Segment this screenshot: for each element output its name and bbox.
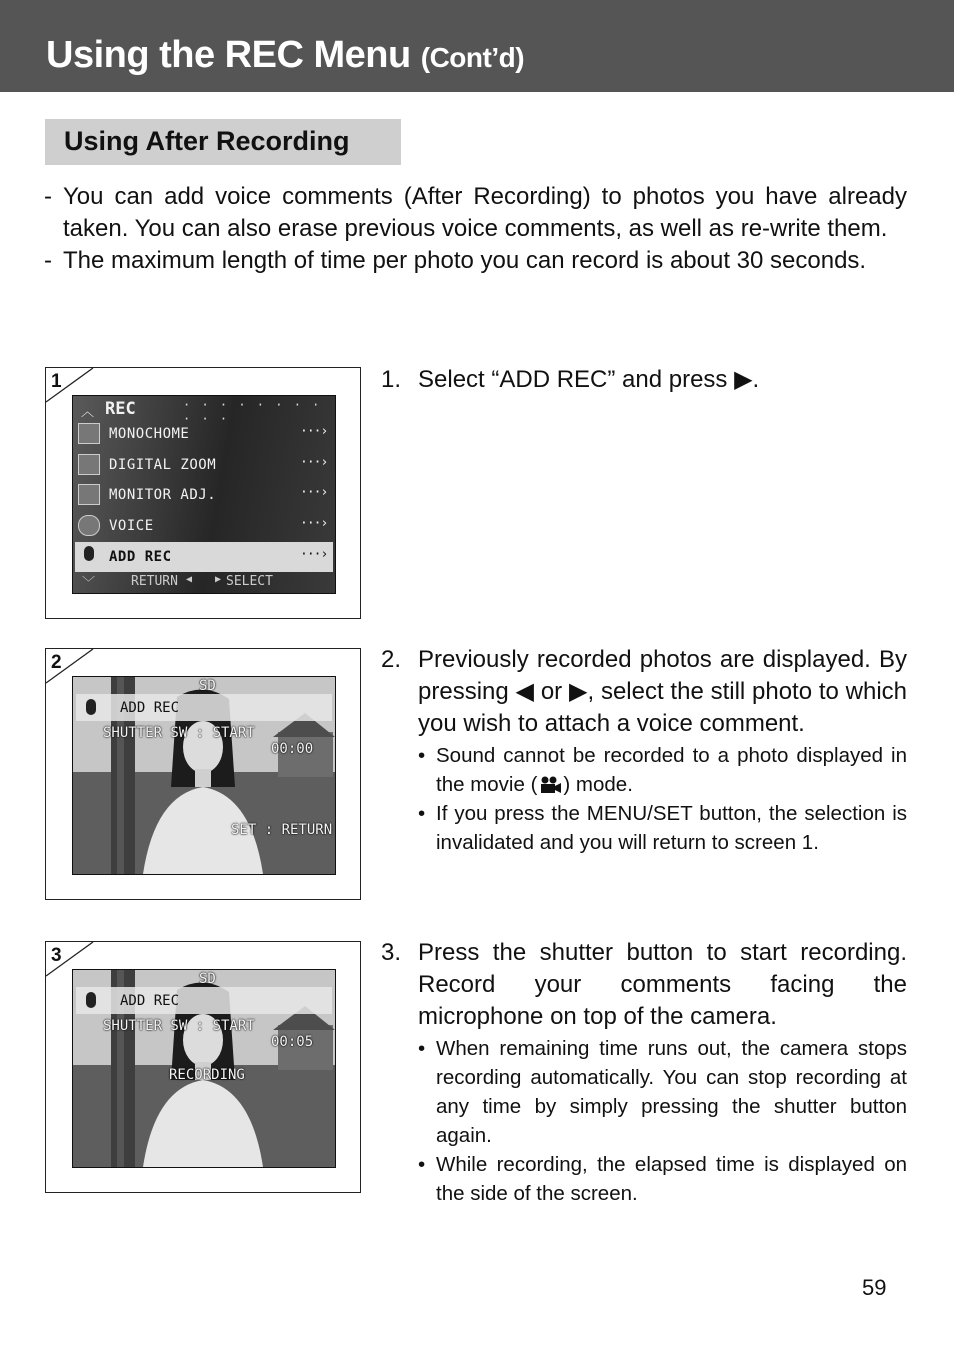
step-1 [381, 364, 907, 396]
chevron-right-icon: ···› [300, 485, 328, 500]
screen-number: 2 [51, 652, 62, 673]
page-header [0, 0, 954, 92]
mode-label: ADD REC [120, 993, 180, 1009]
intro-dash: - [44, 183, 52, 210]
step-number: 3. [381, 939, 402, 966]
bullet-text: Sound cannot be recorded to a photo displayed in the movie ( [436, 744, 907, 796]
sd-card-indicator: SD [199, 678, 216, 694]
menu-item-monochrome [75, 419, 333, 449]
screen-frame-3 [45, 941, 361, 1193]
page-title-main: Using the REC Menu [46, 34, 411, 76]
step-bullets [381, 1034, 907, 1208]
step-text: Select “ADD REC” and press ▶. [418, 366, 760, 393]
chevron-right-icon: ···› [300, 455, 328, 470]
intro-dash: - [44, 247, 52, 274]
bullet-text: While recording, the elapsed time is displayed on the side of the screen. [436, 1153, 907, 1205]
intro-item-text: You can add voice comments (After Recording) to photos you have already taken. You can also erase previous voice comments, as well as re-write them. [63, 183, 907, 242]
bullet-text: ) mode. [563, 773, 633, 796]
voice-icon [78, 515, 100, 536]
menu-item-digital-zoom [75, 450, 333, 480]
mode-bar [76, 987, 332, 1014]
camera-lcd-recording [72, 969, 336, 1168]
menu-dots-decoration: · · · · · · · · · · · [183, 398, 322, 426]
zoom-icon [78, 454, 100, 475]
step-text: Previously recorded photos are displayed. By pressing ◀ or ▶, select the still photo to which you wish to attach a voice comment. [418, 646, 907, 737]
step-line [381, 937, 907, 1033]
bullet-item [381, 799, 907, 857]
step-3 [381, 937, 907, 1208]
step-number: 2. [381, 646, 402, 673]
bullet-dot: • [418, 1153, 426, 1176]
movie-camera-icon [538, 776, 562, 794]
left-arrow-icon: ◀ [186, 574, 193, 585]
section-title: Using After Recording [64, 126, 350, 156]
intro-item-text: The maximum length of time per photo you can record is about 30 seconds. [63, 247, 867, 274]
step-number: 1. [381, 366, 402, 393]
chevron-right-icon: ···› [300, 424, 328, 439]
menu-item-add-rec [75, 542, 333, 572]
bullet-text: When remaining time runs out, the camera stops recording automatically. You can stop recording at any time by simply pressing the shutter button again. [436, 1037, 907, 1147]
microphone-icon [84, 546, 94, 561]
menu-title: REC [105, 399, 136, 419]
intro-item [44, 181, 907, 245]
menu-item-label: DIGITAL ZOOM [109, 457, 217, 473]
chevron-up-icon: ︿ [81, 405, 95, 420]
camera-lcd-photo [72, 676, 336, 875]
bullet-dot: • [418, 1037, 426, 1060]
chevron-right-icon: ···› [300, 547, 328, 562]
bullet-item [381, 1150, 907, 1208]
bullet-item [381, 1034, 907, 1150]
page-number: 59 [862, 1275, 887, 1300]
chevron-down-icon: ﹀ [82, 576, 96, 591]
step-bullets [381, 741, 907, 857]
bullet-dot: • [418, 744, 426, 767]
brightness-icon [78, 484, 100, 505]
sd-card-indicator: SD [199, 971, 216, 987]
shutter-instruction: SHUTTER SW : START [103, 1018, 255, 1034]
bullet-dot: • [418, 802, 426, 825]
image-mode-icon [78, 423, 100, 444]
shutter-instruction: SHUTTER SW : START [103, 725, 255, 741]
mode-bar [76, 694, 332, 721]
step-2 [381, 644, 907, 857]
bullet-text: If you press the MENU/SET button, the selection is invalidated and you will return to screen 1. [436, 802, 907, 854]
intro-text [44, 181, 907, 277]
menu-item-voice [75, 511, 333, 541]
microphone-icon [86, 992, 96, 1008]
set-return-instruction: SET : RETURN [231, 822, 333, 838]
microphone-icon [86, 699, 96, 715]
bullet-item [381, 741, 907, 799]
menu-item-label: VOICE [109, 518, 154, 534]
page-title [46, 34, 524, 77]
elapsed-time: 00:00 [271, 741, 314, 757]
step-line [381, 644, 907, 740]
footer-select: SELECT [226, 574, 273, 589]
menu-item-label: MONITOR ADJ. [109, 487, 217, 503]
footer-return: RETURN [131, 574, 178, 589]
menu-item-label: ADD REC [109, 549, 172, 565]
elapsed-time: 00:05 [271, 1034, 314, 1050]
menu-item-label: MONOCHOME [109, 426, 190, 442]
screen-number: 3 [51, 945, 62, 966]
intro-item [44, 245, 907, 277]
page-title-sub: (Cont’d) [420, 42, 525, 73]
right-arrow-icon: ▶ [215, 574, 222, 585]
recording-status: RECORDING [169, 1067, 245, 1083]
section-heading-box [45, 119, 401, 165]
chevron-right-icon: ···› [300, 516, 328, 531]
mode-label: ADD REC [120, 700, 180, 716]
screen-frame-2 [45, 648, 361, 900]
camera-lcd-menu [72, 395, 336, 594]
screen-number: 1 [51, 371, 62, 392]
menu-footer [73, 571, 335, 593]
screen-frame-1 [45, 367, 361, 619]
step-line [381, 364, 907, 396]
menu-item-monitor-adj [75, 480, 333, 510]
step-text: Press the shutter button to start recording. Record your comments facing the microphone on top of the camera. [418, 939, 907, 1030]
